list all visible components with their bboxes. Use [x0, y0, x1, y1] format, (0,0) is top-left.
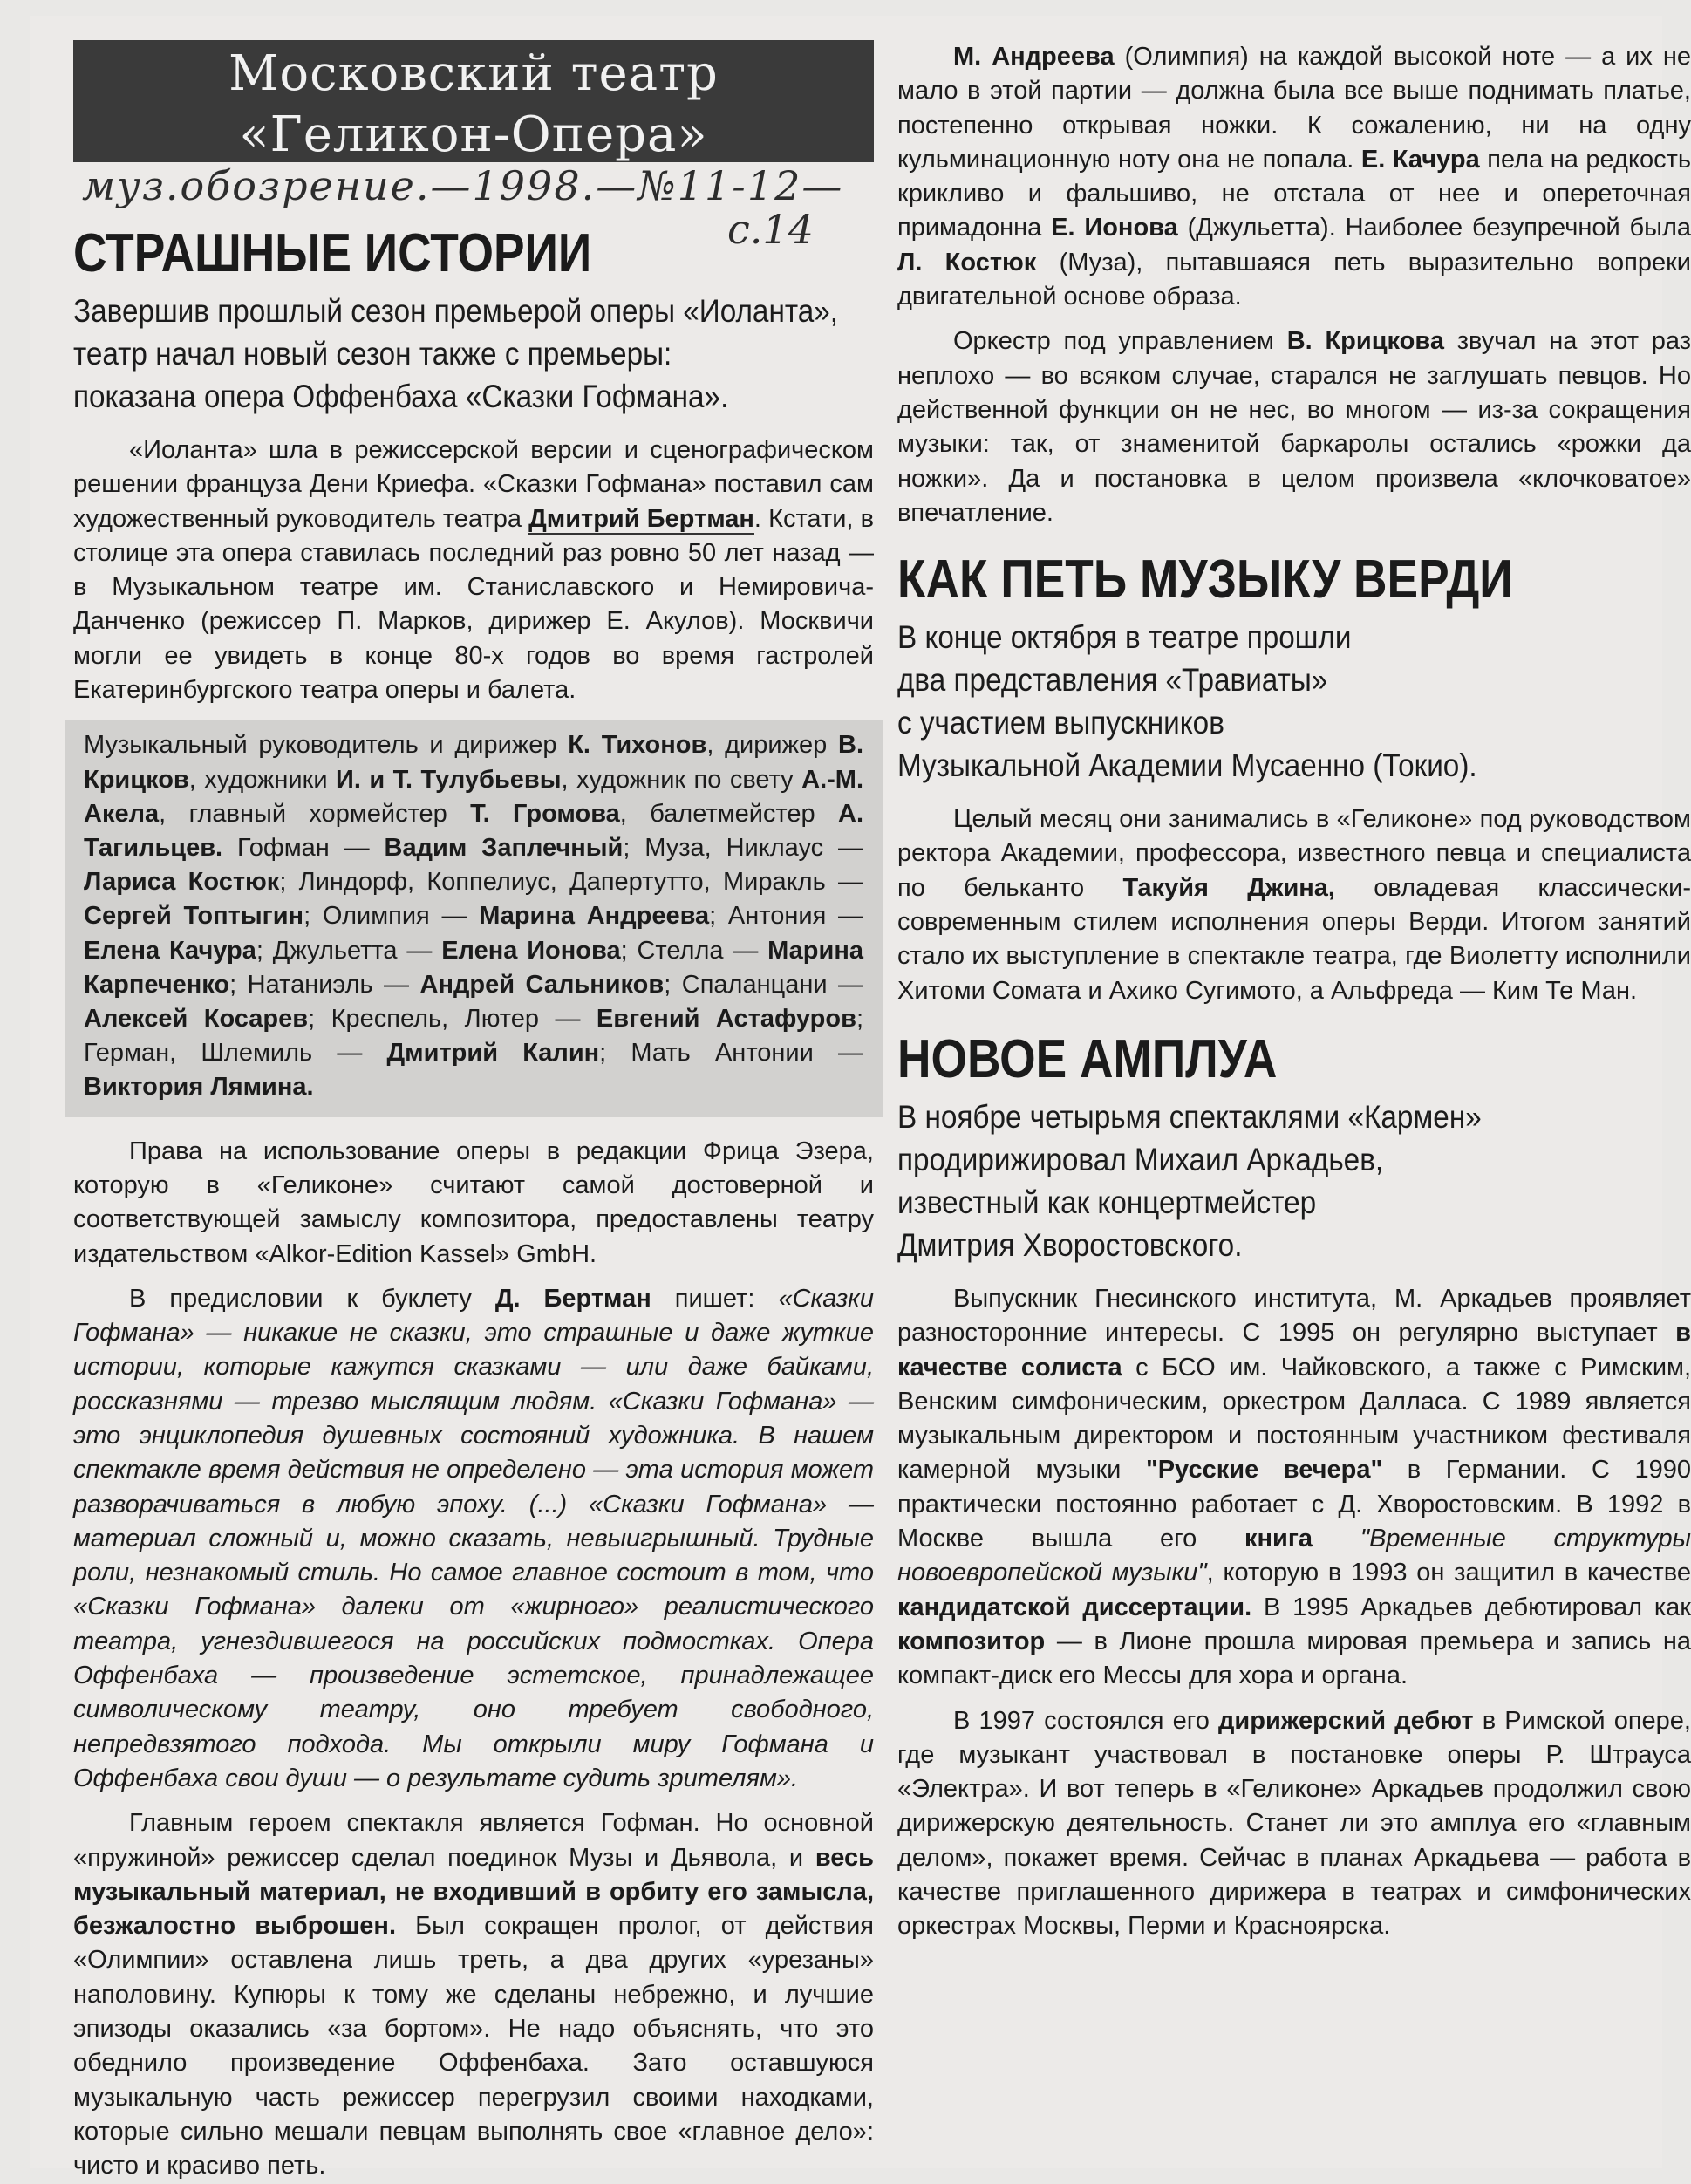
credit-role: ; Мать Антонии — — [599, 1039, 863, 1068]
text-run: В 1995 Аркадьев дебютировал как — [1251, 1593, 1691, 1621]
text-run: овладевая классически-современным стилем исполнения оперы Верди. Итогом занятий стало их выступление в спектакле театра, где Виолетту исполнили Хитоми Сомата и Ахико Сугимото, а Альфреда — Ким Те Ман. — [897, 873, 1691, 1005]
credit-role: ; Стелла — — [620, 936, 768, 965]
credit-role: Гофман — — [222, 833, 385, 862]
article3-lede — [897, 1095, 1612, 1266]
bold-run: книга — [1244, 1525, 1313, 1553]
author-name: Д. Бертман — [494, 1284, 651, 1313]
credit-role: ; Спаланцани — — [664, 970, 864, 999]
article3-lede-line: продирижировал Михаил Аркадьев, — [897, 1141, 1384, 1177]
credit-name: Вадим Заплечный — [384, 833, 624, 862]
credit-name: В. Крицков — [84, 731, 863, 794]
theatre-banner — [73, 40, 874, 162]
credit-name: Лариса Костюк — [84, 868, 280, 897]
article1-title: СТРАШНЫЕ ИСТОРИИ — [73, 223, 592, 283]
text-run: В предисловии к буклету — [129, 1284, 495, 1313]
credit-name: Андрей Сальников — [419, 970, 665, 999]
credit-role: , художник по свету — [561, 765, 802, 794]
bold-run: кандидатской диссертации. — [897, 1593, 1252, 1621]
article3-paragraph-1 — [897, 1282, 1691, 1694]
bold-run: дирижерский дебют — [1218, 1706, 1474, 1735]
article2-lede-line: Музыкальной Академии Мусаенно (Токио). — [897, 747, 1477, 784]
text-run: с БСО им. Чайковского, а также с Римским, Венским симфоническим, оркестром Далласа. С 1989 является музыкальным директором и постоянным участником фестиваля камерной музыки — [897, 1353, 1691, 1484]
article1-paragraph-4 — [73, 1806, 874, 2183]
banner-line-2: «Геликон-Опера» — [239, 106, 708, 163]
credit-name: И. и Т. Тулубьевы — [335, 765, 562, 794]
credit-role: ; Муза, Никлаус — — [623, 833, 863, 862]
credit-role: ; Натаниэль — — [229, 970, 420, 999]
text-run: Целый месяц они занимались в «Геликоне» под руководством ректора Академии, профессора, известного певца и специалиста по бельканто — [897, 805, 1691, 902]
article2-lede — [897, 616, 1612, 787]
credit-name: Марина Андреева — [479, 902, 710, 931]
text-run: Выпускник Гнесинского института, М. Аркадьев проявляет разносторонние интересы. С 1995 он регулярно выступает — [897, 1284, 1691, 1348]
bold-run: композитор — [897, 1627, 1046, 1655]
text-run: Был сокращен пролог, от действия «Олимпии» оставлена лишь треть, а два других «урезаны» наполовину. Купюры к тому же сделаны небрежно, и лучшие эпизоды оказались «за бортом». Не надо объяснять, что это обеднило произведение Оффенбаха. Зато оставшуюся музыкальную часть режиссер перегрузил своими находками, которые сильно мешали певцам выполнять свое «главное дело»: чисто и красиво петь. — [73, 1912, 874, 2181]
credit-name: Евгений Астафуров — [596, 1005, 856, 1033]
credit-name: А. Тагильцев. — [84, 799, 863, 862]
conductor-name: В. Крицкова — [1286, 327, 1444, 356]
bold-run: весь музыкальный материал, не входивший в орбиту его замысла, безжалостно выброшен. — [73, 1843, 874, 1941]
text-run: в Германии. С 1990 практически постоянно работает с Д. Хворостовским. В 1992 в Москве вышла его — [897, 1456, 1691, 1553]
credit-role: ; Креспель, Лютер — — [308, 1005, 597, 1033]
handnote-line-2: с.14 — [727, 206, 814, 253]
article1-lede-line: театр начал новый сезон также с премьеры: — [73, 336, 672, 372]
article3-lede-line: В ноябре четырьмя спектаклями «Кармен» — [897, 1098, 1482, 1135]
text-run: — в Лионе прошла мировая премьера и запись на компакт-диск его Мессы для хора и органа. — [897, 1627, 1691, 1690]
credit-name: Сергей Топтыгин — [84, 902, 304, 931]
credit-name: Марина Карпеченко — [84, 936, 863, 999]
credit-role: , дирижер — [706, 731, 838, 760]
text-run: . Кстати, в столице эта опера ставилась последний раз ровно 50 лет назад — в Музыкальном театре им. Станиславского и Немировича-Данченко (режиссер П. Марков, дирижер Е. Акулов). Москвичи могли ее увидеть в конце 80-х годов во время гастролей Екатеринбургского театра оперы и балета. — [73, 504, 874, 705]
text-run: «Иоланта» шла в режиссерской версии и сценографическом решении француза Дени Криефа. «Сказки Гофмана» поставил сам художественный руководитель театра — [73, 436, 874, 533]
article2-lede-line: два представления «Травиаты» — [897, 662, 1328, 699]
article1-lede-line: показана опера Оффенбаха «Сказки Гофмана». — [73, 379, 729, 414]
text-run: В 1997 состоялся его — [953, 1706, 1218, 1735]
article1-lede — [73, 290, 839, 418]
credit-role: ; Герман, Шлемиль — — [84, 1005, 863, 1068]
credit-role: , главный хормейстер — [159, 799, 471, 828]
credit-name: Т. Громова — [470, 799, 620, 828]
credit-name: К. Тихонов — [568, 731, 707, 760]
director-name: Дмитрий Бертман — [528, 504, 754, 533]
article1-paragraph-3 — [73, 1282, 874, 1796]
article3-lede-line: Дмитрия Хворостовского. — [897, 1226, 1243, 1263]
article2-title: КАК ПЕТЬ МУЗЫКУ ВЕРДИ — [897, 549, 1513, 611]
credit-role: ; Олимпия — — [303, 902, 480, 931]
festival-name: "Русские вечера" — [1145, 1456, 1383, 1484]
text-run: пела на редкость крикливо и фальшиво, не отстала от нее и опереточная примадонна — [897, 145, 1691, 242]
book-title: "Временные структуры новоевропейской музыки" — [897, 1525, 1691, 1587]
credit-role: ; Антония — — [709, 902, 864, 931]
booklet-quote: «Сказки Гофмана» — никакие не сказки, это страшные и даже жуткие истории, которые кажутся сказками — или даже байками, россказнями — трезво мыслящим людям. «Сказки Гофмана» — это энциклопедия душевных состояний художника. В нашем спектакле время действия не определено — эта история может разворачиваться в любую эпоху. (...) «Сказки Гофмана» — материал сложный и, можно сказать, невыигрышный. Трудные роли, незнакомый стиль. Но самое главное состоит в том, что «Сказки Гофмана» далеки от «жирного» реалистического театра, угнездившегося на российских подмостках. Опера Оффенбаха — произведение эстетское, принадлежащее символическому театру, оно требует свободного, непредвзятого подхода. Мы открыли миру Гофмана и Оффенбаха свои души — о результате судить зрителям». — [73, 1284, 874, 1792]
text-run: (Олимпия) на каждой высокой ноте — а их не мало в этой партии — должна была все выше поднимать платье, постепенно открывая ножки. К сожалению, ни на одну кульминационную ноту она не попала. — [897, 43, 1691, 174]
handnote-line-1: муз.обозрение.—1998.—№11-12— — [82, 162, 844, 209]
article1-paragraph-1 — [73, 433, 874, 707]
singer-name: Л. Костюк — [897, 248, 1037, 276]
text-run: пишет: — [651, 1284, 779, 1313]
credit-name: Виктория Лямина. — [84, 1073, 314, 1102]
newspaper-clipping — [30, 16, 1691, 2181]
credit-role: , балетмейстер — [619, 799, 838, 828]
text-run: Оркестр под управлением — [953, 327, 1287, 356]
article3-lede-line: известный как концертмейстер — [897, 1184, 1317, 1220]
credit-role: ; Линдорф, Коппелиус, Дапертутто, Миракль — — [279, 868, 863, 897]
credit-name: Елена Качура — [84, 936, 256, 965]
bold-run: в качестве солиста — [897, 1319, 1691, 1382]
article1-lede-line: Завершив прошлый сезон премьерой оперы «Иоланта», — [73, 293, 839, 329]
left-column — [73, 40, 874, 2184]
text-run: (Муза), пытавшаяся петь выразительно вопреки двигательной основе образа. — [897, 248, 1691, 311]
text-run: , которую в 1993 он защитил в качестве — [1206, 1559, 1691, 1587]
credit-role: Музыкальный руководитель и дирижер — [84, 731, 569, 760]
text-run: Главным героем спектакля является Гофман. Но основной «пружиной» режиссер сделал поединок Музы и Дьявола, и — [73, 1809, 874, 1872]
banner-line-1: Московский театр — [228, 45, 719, 102]
article2-lede-line: В конце октября в театре прошли — [897, 619, 1352, 656]
text-run: (Джульетта). Наиболее безупречной была — [1177, 214, 1691, 242]
article1-paragraph-6 — [897, 324, 1691, 530]
text-run: в Римской опере, где музыкант участвовал в постановке оперы Р. Штрауса «Электра». И вот теперь в «Геликоне» Аркадьев продолжил свою дирижерскую деятельность. Станет ли это амплуа его «главным делом», покажет время. Сейчас в планах Аркадьева — работа в качестве приглашенного дирижера в театрах и симфонических оркестрах Москвы, Перми и Красноярска. — [897, 1706, 1691, 1941]
right-column — [897, 40, 1691, 1944]
singer-name: М. Андреева — [953, 43, 1115, 71]
credit-role: ; Джульетта — — [256, 936, 442, 965]
article3-paragraph-2 — [897, 1704, 1691, 1944]
credit-name: Елена Ионова — [441, 936, 621, 965]
credit-name: Дмитрий Калин — [386, 1039, 600, 1068]
article2-lede-line: с участием выпускников — [897, 705, 1224, 741]
professor-name: Такуйя Джина, — [1122, 873, 1335, 902]
credit-name: А.-М. Акела — [84, 765, 863, 828]
singer-name: Е. Ионова — [1051, 214, 1178, 242]
article1-paragraph-2: Права на использование оперы в редакции Фрица Эзера, которую в «Геликоне» считают самой достоверной и соответствующей замыслу композитора, предоставлены театру издательством «Alkor-Edition Kassel» GmbH. — [73, 1136, 874, 1268]
credits-box — [65, 720, 883, 1116]
text-run: звучал на этот раз неплохо — во всяком случае, старался не заглушать певцов. Но действенной функции он не нес, во многом — из-за сокращения музыки: так, от знаменитой баркаролы остались «рожки да ножки». Да и постановка в целом произвела «клочковатое» впечатление. — [897, 327, 1691, 527]
article3-title: НОВОЕ АМПЛУА — [897, 1028, 1278, 1089]
singer-name: Е. Качура — [1360, 145, 1480, 174]
credit-name: Алексей Косарев — [84, 1005, 309, 1033]
article1-paragraph-5 — [897, 40, 1691, 314]
credit-role: , художники — [188, 765, 336, 794]
article2-paragraph — [897, 802, 1691, 1008]
